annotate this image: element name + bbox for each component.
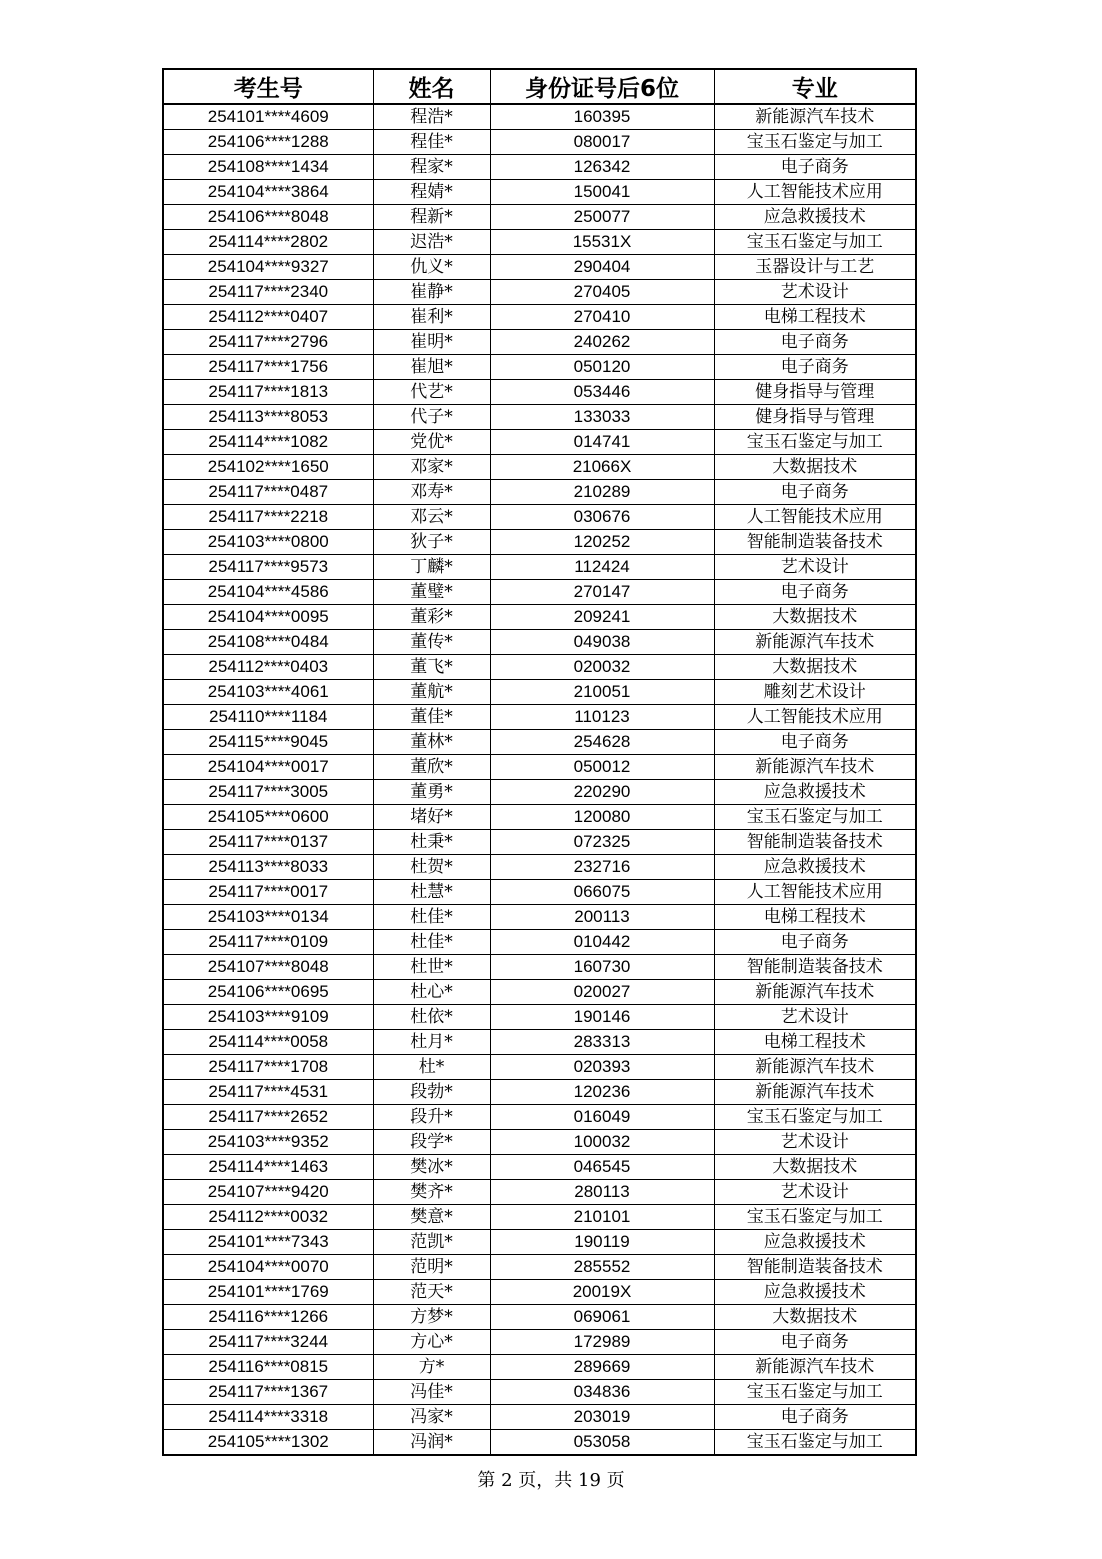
exam-id-cell: 254113****8053: [163, 405, 373, 430]
table-row: [163, 205, 916, 230]
major-cell: 大数据技术: [714, 655, 916, 680]
major-cell: 大数据技术: [714, 455, 916, 480]
name-cell: 樊齐*: [373, 1180, 490, 1205]
id-last6-cell: 160730: [490, 955, 714, 980]
name-cell: 程家*: [373, 155, 490, 180]
name-cell: 邓寿*: [373, 480, 490, 505]
table-row: [163, 1380, 916, 1405]
id-last6-cell: 220290: [490, 780, 714, 805]
id-last6-cell: 016049: [490, 1105, 714, 1130]
exam-id-cell: 254117****1367: [163, 1380, 373, 1405]
id-last6-cell: 210101: [490, 1205, 714, 1230]
name-cell: 樊冰*: [373, 1155, 490, 1180]
table-row: [163, 1030, 916, 1055]
exam-id-cell: 254117****3005: [163, 780, 373, 805]
exam-id-cell: 254114****1463: [163, 1155, 373, 1180]
table-body: [163, 104, 916, 1455]
name-cell: 董林*: [373, 730, 490, 755]
exam-id-cell: 254104****3864: [163, 180, 373, 205]
major-cell: 电子商务: [714, 480, 916, 505]
exam-id-cell: 254101****4609: [163, 104, 373, 130]
major-cell: 宝玉石鉴定与加工: [714, 130, 916, 155]
id-last6-cell: 112424: [490, 555, 714, 580]
id-last6-cell: 254628: [490, 730, 714, 755]
exam-id-cell: 254113****8033: [163, 855, 373, 880]
exam-id-cell: 254107****8048: [163, 955, 373, 980]
major-cell: 电子商务: [714, 580, 916, 605]
name-cell: 杜心*: [373, 980, 490, 1005]
exam-id-cell: 254117****1708: [163, 1055, 373, 1080]
major-cell: 新能源汽车技术: [714, 1080, 916, 1105]
table-row: [163, 1430, 916, 1456]
table-row: [163, 1080, 916, 1105]
major-cell: 新能源汽车技术: [714, 1355, 916, 1380]
id-last6-cell: 010442: [490, 930, 714, 955]
id-last6-cell: 270405: [490, 280, 714, 305]
id-last6-cell: 270410: [490, 305, 714, 330]
table-row: [163, 530, 916, 555]
id-last6-cell: 160395: [490, 104, 714, 130]
exam-id-cell: 254105****1302: [163, 1430, 373, 1456]
major-cell: 电子商务: [714, 355, 916, 380]
exam-id-cell: 254103****9352: [163, 1130, 373, 1155]
id-last6-cell: 210289: [490, 480, 714, 505]
exam-id-cell: 254112****0407: [163, 305, 373, 330]
major-cell: 艺术设计: [714, 280, 916, 305]
name-cell: 崔旭*: [373, 355, 490, 380]
exam-id-cell: 254116****0815: [163, 1355, 373, 1380]
major-cell: 人工智能技术应用: [714, 880, 916, 905]
name-cell: 段升*: [373, 1105, 490, 1130]
id-last6-cell: 190146: [490, 1005, 714, 1030]
name-cell: 冯家*: [373, 1405, 490, 1430]
table-row: [163, 380, 916, 405]
major-cell: 电梯工程技术: [714, 1030, 916, 1055]
id-last6-cell: 046545: [490, 1155, 714, 1180]
major-cell: 宝玉石鉴定与加工: [714, 230, 916, 255]
exam-id-cell: 254101****7343: [163, 1230, 373, 1255]
major-cell: 新能源汽车技术: [714, 755, 916, 780]
name-cell: 董欣*: [373, 755, 490, 780]
table-row: [163, 255, 916, 280]
id-last6-cell: 250077: [490, 205, 714, 230]
table-row: [163, 480, 916, 505]
id-last6-cell: 210051: [490, 680, 714, 705]
table-row: [163, 230, 916, 255]
major-cell: 应急救援技术: [714, 1280, 916, 1305]
id-last6-cell: 290404: [490, 255, 714, 280]
table-row: [163, 1205, 916, 1230]
id-last6-cell: 285552: [490, 1255, 714, 1280]
exam-id-cell: 254110****1184: [163, 705, 373, 730]
major-cell: 宝玉石鉴定与加工: [714, 1430, 916, 1456]
major-cell: 宝玉石鉴定与加工: [714, 805, 916, 830]
name-cell: 崔静*: [373, 280, 490, 305]
table-row: [163, 980, 916, 1005]
name-cell: 杜秉*: [373, 830, 490, 855]
exam-id-cell: 254104****4586: [163, 580, 373, 605]
major-cell: 电子商务: [714, 930, 916, 955]
name-cell: 邓家*: [373, 455, 490, 480]
id-last6-cell: 133033: [490, 405, 714, 430]
name-cell: 杜慧*: [373, 880, 490, 905]
table-row: [163, 130, 916, 155]
name-cell: 董飞*: [373, 655, 490, 680]
name-cell: 段勃*: [373, 1080, 490, 1105]
student-table: [162, 68, 917, 1456]
exam-id-cell: 254117****0137: [163, 830, 373, 855]
major-cell: 智能制造装备技术: [714, 955, 916, 980]
id-last6-cell: 270147: [490, 580, 714, 605]
table-row: [163, 930, 916, 955]
name-cell: 范明*: [373, 1255, 490, 1280]
table-row: [163, 1155, 916, 1180]
id-last6-cell: 280113: [490, 1180, 714, 1205]
name-cell: 杜世*: [373, 955, 490, 980]
major-cell: 应急救援技术: [714, 1230, 916, 1255]
table-row: [163, 1005, 916, 1030]
table-row: [163, 1355, 916, 1380]
name-cell: 程佳*: [373, 130, 490, 155]
name-cell: 狄子*: [373, 530, 490, 555]
exam-id-cell: 254106****8048: [163, 205, 373, 230]
major-cell: 大数据技术: [714, 1155, 916, 1180]
table-row: [163, 155, 916, 180]
exam-id-cell: 254104****0095: [163, 605, 373, 630]
name-cell: 杜*: [373, 1055, 490, 1080]
name-cell: 冯佳*: [373, 1380, 490, 1405]
table-row: [163, 280, 916, 305]
id-last6-cell: 200113: [490, 905, 714, 930]
exam-id-cell: 254104****9327: [163, 255, 373, 280]
major-cell: 智能制造装备技术: [714, 530, 916, 555]
exam-id-cell: 254117****3244: [163, 1330, 373, 1355]
id-last6-cell: 050012: [490, 755, 714, 780]
table-row: [163, 880, 916, 905]
id-last6-cell: 110123: [490, 705, 714, 730]
major-cell: 艺术设计: [714, 555, 916, 580]
table-row: [163, 330, 916, 355]
exam-id-cell: 254101****1769: [163, 1280, 373, 1305]
table-row: [163, 305, 916, 330]
exam-id-cell: 254105****0600: [163, 805, 373, 830]
name-cell: 方心*: [373, 1330, 490, 1355]
name-cell: 方*: [373, 1355, 490, 1380]
table-row: [163, 730, 916, 755]
name-cell: 段学*: [373, 1130, 490, 1155]
major-cell: 人工智能技术应用: [714, 505, 916, 530]
table-row: [163, 1130, 916, 1155]
exam-id-cell: 254114****1082: [163, 430, 373, 455]
id-last6-cell: 030676: [490, 505, 714, 530]
major-cell: 人工智能技术应用: [714, 705, 916, 730]
table-row: [163, 905, 916, 930]
table-row: [163, 955, 916, 980]
id-last6-cell: 034836: [490, 1380, 714, 1405]
name-cell: 范凯*: [373, 1230, 490, 1255]
id-last6-cell: 20019X: [490, 1280, 714, 1305]
id-last6-cell: 020393: [490, 1055, 714, 1080]
id-last6-cell: 066075: [490, 880, 714, 905]
exam-id-cell: 254117****2218: [163, 505, 373, 530]
id-last6-cell: 080017: [490, 130, 714, 155]
table-row: [163, 830, 916, 855]
name-cell: 方梦*: [373, 1305, 490, 1330]
exam-id-cell: 254117****9573: [163, 555, 373, 580]
name-cell: 董璧*: [373, 580, 490, 605]
name-cell: 代子*: [373, 405, 490, 430]
id-last6-cell: 120080: [490, 805, 714, 830]
name-cell: 董佳*: [373, 705, 490, 730]
name-cell: 杜月*: [373, 1030, 490, 1055]
name-cell: 董航*: [373, 680, 490, 705]
page-footer: 第 2 页，共 19 页: [477, 1470, 625, 1491]
id-last6-cell: 289669: [490, 1355, 714, 1380]
major-cell: 电子商务: [714, 155, 916, 180]
table-row: [163, 855, 916, 880]
exam-id-cell: 254107****9420: [163, 1180, 373, 1205]
major-cell: 电梯工程技术: [714, 305, 916, 330]
name-cell: 代艺*: [373, 380, 490, 405]
table-row: [163, 805, 916, 830]
table-row: [163, 180, 916, 205]
major-cell: 宝玉石鉴定与加工: [714, 1205, 916, 1230]
id-last6-cell: 126342: [490, 155, 714, 180]
name-cell: 杜贺*: [373, 855, 490, 880]
exam-id-cell: 254117****1756: [163, 355, 373, 380]
header-name: 姓名: [373, 69, 490, 104]
major-cell: 电梯工程技术: [714, 905, 916, 930]
major-cell: 宝玉石鉴定与加工: [714, 430, 916, 455]
major-cell: 大数据技术: [714, 605, 916, 630]
exam-id-cell: 254112****0403: [163, 655, 373, 680]
exam-id-cell: 254104****0017: [163, 755, 373, 780]
exam-id-cell: 254117****4531: [163, 1080, 373, 1105]
major-cell: 新能源汽车技术: [714, 630, 916, 655]
exam-id-cell: 254103****4061: [163, 680, 373, 705]
major-cell: 电子商务: [714, 730, 916, 755]
exam-id-cell: 254117****0017: [163, 880, 373, 905]
exam-id-cell: 254117****0109: [163, 930, 373, 955]
exam-id-cell: 254115****9045: [163, 730, 373, 755]
name-cell: 丁麟*: [373, 555, 490, 580]
exam-id-cell: 254117****2340: [163, 280, 373, 305]
exam-id-cell: 254104****0070: [163, 1255, 373, 1280]
name-cell: 杜佳*: [373, 905, 490, 930]
major-cell: 宝玉石鉴定与加工: [714, 1380, 916, 1405]
exam-id-cell: 254114****2802: [163, 230, 373, 255]
exam-id-cell: 254108****1434: [163, 155, 373, 180]
id-last6-cell: 283313: [490, 1030, 714, 1055]
id-last6-cell: 049038: [490, 630, 714, 655]
exam-id-cell: 254117****1813: [163, 380, 373, 405]
name-cell: 董勇*: [373, 780, 490, 805]
exam-id-cell: 254103****9109: [163, 1005, 373, 1030]
id-last6-cell: 240262: [490, 330, 714, 355]
name-cell: 樊意*: [373, 1205, 490, 1230]
major-cell: 电子商务: [714, 1405, 916, 1430]
header-major: 专业: [714, 69, 916, 104]
major-cell: 电子商务: [714, 1330, 916, 1355]
id-last6-cell: 072325: [490, 830, 714, 855]
major-cell: 应急救援技术: [714, 205, 916, 230]
id-last6-cell: 014741: [490, 430, 714, 455]
exam-id-cell: 254102****1650: [163, 455, 373, 480]
table-row: [163, 580, 916, 605]
name-cell: 杜佳*: [373, 930, 490, 955]
major-cell: 智能制造装备技术: [714, 1255, 916, 1280]
table-row: [163, 455, 916, 480]
exam-id-cell: 254117****0487: [163, 480, 373, 505]
name-cell: 仇义*: [373, 255, 490, 280]
table-row: [163, 630, 916, 655]
major-cell: 新能源汽车技术: [714, 1055, 916, 1080]
major-cell: 宝玉石鉴定与加工: [714, 1105, 916, 1130]
major-cell: 新能源汽车技术: [714, 980, 916, 1005]
table-row: [163, 755, 916, 780]
table-row: [163, 1405, 916, 1430]
table-row: [163, 605, 916, 630]
table-row: [163, 505, 916, 530]
table-row: [163, 1230, 916, 1255]
id-last6-cell: 100032: [490, 1130, 714, 1155]
exam-id-cell: 254114****0058: [163, 1030, 373, 1055]
exam-id-cell: 254103****0134: [163, 905, 373, 930]
table-row: [163, 1105, 916, 1130]
id-last6-cell: 120236: [490, 1080, 714, 1105]
table-header-row: [163, 69, 916, 104]
id-last6-cell: 053058: [490, 1430, 714, 1456]
name-cell: 范天*: [373, 1280, 490, 1305]
id-last6-cell: 150041: [490, 180, 714, 205]
id-last6-cell: 120252: [490, 530, 714, 555]
table-row: [163, 1305, 916, 1330]
table-row: [163, 1055, 916, 1080]
table-row: [163, 1330, 916, 1355]
table-row: [163, 680, 916, 705]
exam-id-cell: 254114****3318: [163, 1405, 373, 1430]
major-cell: 艺术设计: [714, 1005, 916, 1030]
id-last6-cell: 15531X: [490, 230, 714, 255]
id-last6-cell: 020027: [490, 980, 714, 1005]
name-cell: 杜依*: [373, 1005, 490, 1030]
id-last6-cell: 21066X: [490, 455, 714, 480]
id-last6-cell: 172989: [490, 1330, 714, 1355]
table-row: [163, 705, 916, 730]
name-cell: 程浩*: [373, 104, 490, 130]
major-cell: 健身指导与管理: [714, 380, 916, 405]
name-cell: 董彩*: [373, 605, 490, 630]
name-cell: 程新*: [373, 205, 490, 230]
name-cell: 冯润*: [373, 1430, 490, 1456]
name-cell: 迟浩*: [373, 230, 490, 255]
table-row: [163, 355, 916, 380]
exam-id-cell: 254117****2652: [163, 1105, 373, 1130]
id-last6-cell: 209241: [490, 605, 714, 630]
table-row: [163, 405, 916, 430]
major-cell: 智能制造装备技术: [714, 830, 916, 855]
name-cell: 崔利*: [373, 305, 490, 330]
name-cell: 党优*: [373, 430, 490, 455]
major-cell: 电子商务: [714, 330, 916, 355]
id-last6-cell: 053446: [490, 380, 714, 405]
id-last6-cell: 232716: [490, 855, 714, 880]
major-cell: 应急救援技术: [714, 855, 916, 880]
major-cell: 新能源汽车技术: [714, 104, 916, 130]
table-row: [163, 1180, 916, 1205]
table-row: [163, 430, 916, 455]
major-cell: 艺术设计: [714, 1130, 916, 1155]
exam-id-cell: 254106****0695: [163, 980, 373, 1005]
table-row: [163, 780, 916, 805]
name-cell: 程婧*: [373, 180, 490, 205]
exam-id-cell: 254103****0800: [163, 530, 373, 555]
table-row: [163, 1280, 916, 1305]
id-last6-cell: 203019: [490, 1405, 714, 1430]
name-cell: 堵好*: [373, 805, 490, 830]
exam-id-cell: 254116****1266: [163, 1305, 373, 1330]
id-last6-cell: 050120: [490, 355, 714, 380]
exam-id-cell: 254108****0484: [163, 630, 373, 655]
name-cell: 董传*: [373, 630, 490, 655]
major-cell: 艺术设计: [714, 1180, 916, 1205]
id-last6-cell: 069061: [490, 1305, 714, 1330]
major-cell: 雕刻艺术设计: [714, 680, 916, 705]
exam-id-cell: 254117****2796: [163, 330, 373, 355]
major-cell: 应急救援技术: [714, 780, 916, 805]
table-row: [163, 104, 916, 130]
major-cell: 健身指导与管理: [714, 405, 916, 430]
id-last6-cell: 020032: [490, 655, 714, 680]
table-row: [163, 655, 916, 680]
exam-id-cell: 254106****1288: [163, 130, 373, 155]
name-cell: 崔明*: [373, 330, 490, 355]
table-row: [163, 1255, 916, 1280]
major-cell: 人工智能技术应用: [714, 180, 916, 205]
id-last6-cell: 190119: [490, 1230, 714, 1255]
name-cell: 邓云*: [373, 505, 490, 530]
major-cell: 大数据技术: [714, 1305, 916, 1330]
major-cell: 玉器设计与工艺: [714, 255, 916, 280]
exam-id-cell: 254112****0032: [163, 1205, 373, 1230]
table-row: [163, 555, 916, 580]
header-id-last6: 身份证号后6位: [490, 69, 714, 104]
header-exam-id: 考生号: [163, 69, 373, 104]
